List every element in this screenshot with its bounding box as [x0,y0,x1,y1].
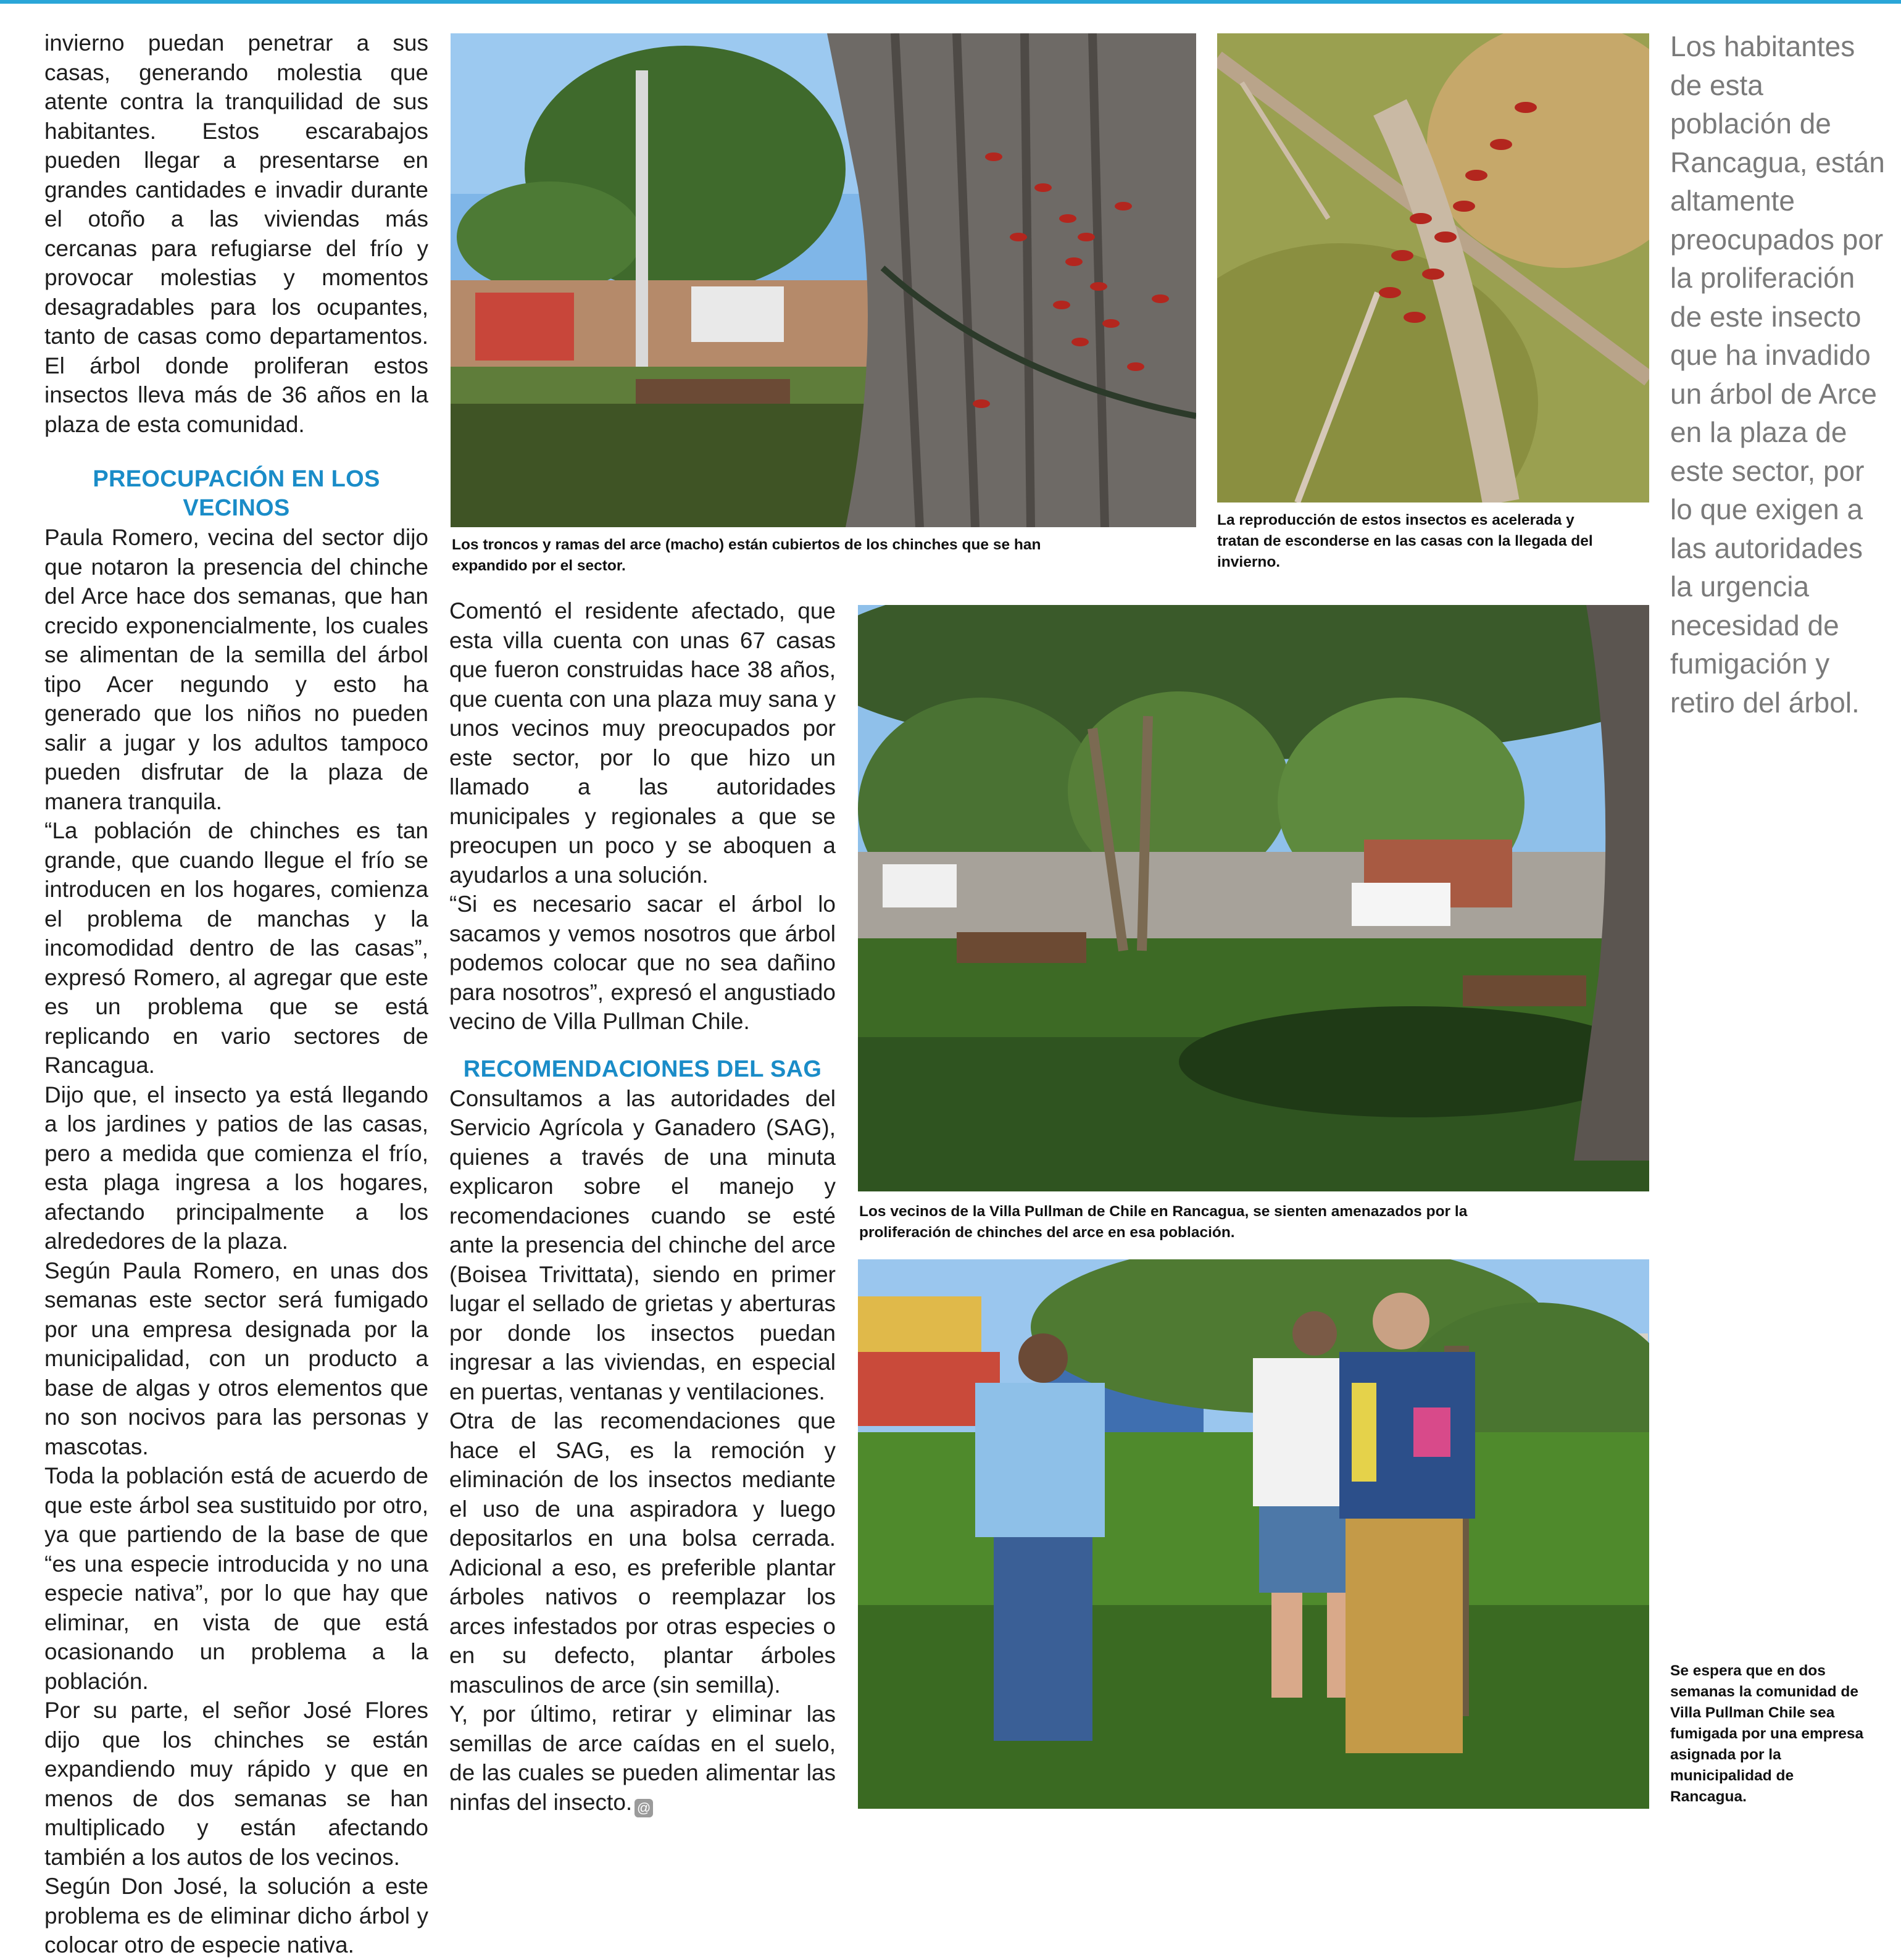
left-paragraph: Dijo que, el insecto ya está llegando a los jardines y patios de las casas, pero a medida que comienza el frío, esta plaga ingresa a los hogares, afectando principalmente a los alrededores de la plaza. [44,1082,428,1254]
middle-column [449,596,836,1817]
section-heading-sag: RECOMENDACIONES DEL SAG [463,1056,822,1082]
middle-paragraph: Otra de las recomendaciones que hace el SAG, es la remoción y eliminación de los insectos mediante el uso de una aspiradora y luego depositarlos en una bolsa cerrada. Adicional a eso, es preferible plantar árboles nativos o reemplazar los arces infestados por otras especies o en su defecto, plantar árboles masculinos de arce (sin semilla). [449,1408,836,1698]
left-paragraph: “La población de chinches es tan grande, que cuando llegue el frío se introducen en los hogares, comienza el problema de manchas y la incomodidad dentro de las casas”, expresó Romero, al agregar que este es un problema que se está replicando en vario sectores de Rancagua. [44,818,428,1078]
caption-branch-closeup: La reproducción de estos insectos es acelerada y tratan de esconderse en las casas con la llegada del invierno. [1217,512,1593,570]
person-man-right [1339,1293,1475,1753]
pull-quote: Los habitantes de esta población de Rancagua, están altamente preocupados por la proliferación de este insecto que ha invadido un árbol de Arce en la plaza de este sector, por lo que exigen a las autoridades la urgencia necesidad de fumigación y retiro del árbol. [1670,30,1885,719]
left-paragraph: Paula Romero, vecina del sector dijo que notaron la presencia del chinche del Arce hace dos semanas, que han crecido exponencialmente, los cuales se alimentan de la semilla del árbol tipo Acer negundo y esto ha generado que los niños no pueden salir a jugar y los adultos tampoco pueden disfrutar de la plaza de manera tranquila. [44,525,428,814]
photo-neighbors [858,1259,1649,1809]
photo-branch-closeup [1217,33,1649,503]
caption-neighbors: Se espera que en dos semanas la comunidad de Villa Pullman Chile sea fumigada por una empresa asignada por la municipalidad de Rancagua. [1670,1662,1864,1805]
middle-paragraph-final-text: Y, por último, retirar y eliminar las semillas de arce caídas en el suelo, de las cuales se pueden alimentar las ninfas del insecto. [449,1701,836,1815]
left-paragraph: Según Don José, la solución a este problema es de eliminar dicho árbol y colocar otro de especie nativa. [44,1874,428,1958]
section-heading-neighbors: PREOCUPACIÓN EN LOS VECINOS [93,466,380,521]
intro-paragraph: invierno puedan penetrar a sus casas, generando molestia que atente contra la tranquilidad de sus habitantes. Estos escarabajos pueden llegar a presentarse en grandes cantidades e invadir durante el otoño a las viviendas más cercanas para refugiarse del frío y provocar molestias y momentos desagradables para los ocupantes, tanto de casas como departamentos. El árbol donde proliferan estos insectos lleva más de 36 años en la plaza de esta comunidad. [44,30,428,437]
person-man-left [975,1333,1105,1741]
photo-plaza [858,605,1649,1191]
middle-paragraph: Comentó el residente afectado, que esta villa cuenta con unas 67 casas que fueron construidas hace 38 años, que cuenta con una plaza muy sana y unos vecinos muy preocupados por este sector, por lo que hizo un llamado a las autoridades municipales y regionales a que se preocupen un poco y se aboquen a ayudarlos a una solución. [449,598,836,888]
middle-paragraph-last [449,1699,836,1817]
top-rule [0,0,1901,4]
left-paragraph: Según Paula Romero, en unas dos semanas este sector será fumigado por una empresa designada por la municipalidad, con un producto a base de algas y otros elementos que no son nocivos para las personas y mascotas. [44,1257,428,1459]
middle-paragraph: “Si es necesario sacar el árbol lo sacamos y vemos nosotros que árbol podemos colocar que no sea dañino para nosotros”, expresó el angustiado vecino de Villa Pullman Chile. [449,891,836,1034]
photo-tree-trunk [451,33,1196,527]
middle-paragraph: Consultamos a las autoridades del Servicio Agrícola y Ganadero (SAG), quienes a través de una minuta explicaron sobre el manejo y recomendaciones cuando se esté ante la presencia del chinche del arce (Boisea Trivittata), siendo en primer lugar el sellado de grietas y aberturas por donde los insectos puedan ingresar a las viviendas, en especial en puertas, ventanas y ventilaciones. [449,1085,836,1404]
end-mark-icon: @ [634,1799,653,1817]
left-paragraph: Toda la población está de acuerdo de que este árbol sea sustituido por otro, ya que partiendo de la base de que “es una especie introducida y no una especie nativa”, por lo que hay que eliminar, en vista de que está ocasionando un problema a la población. [44,1463,428,1694]
left-column [44,28,428,1960]
left-paragraph: Por su parte, el señor José Flores dijo que los chinches se están expandiendo muy rápido y que en menos de dos semanas se han multiplicado y están afectando también a los autos de los vecinos. [44,1698,428,1870]
caption-plaza: Los vecinos de la Villa Pullman de Chile en Rancagua, se sienten amenazados por la proliferación de chinches del arce en esa población. [859,1203,1468,1241]
caption-tree-trunk: Los troncos y ramas del arce (macho) están cubiertos de los chinches que se han expandido por el sector. [452,536,1041,574]
